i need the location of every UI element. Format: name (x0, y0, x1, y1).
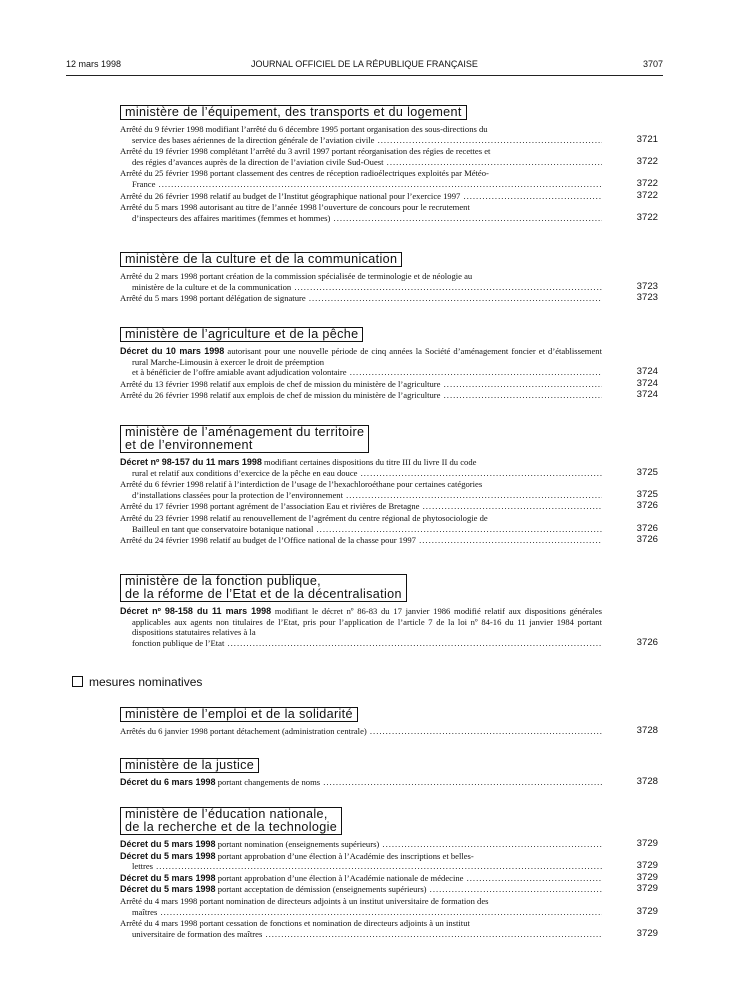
entry-last-line: Bailleul en tant que conservatoire botanique national ..... (120, 524, 602, 535)
entry-body: portant approbation d’une élection à l’Académie nationale de médecine (215, 872, 464, 883)
ministry-heading-line: de la réforme de l’Etat et de la décentralisation (125, 587, 402, 601)
entry-text (120, 606, 602, 638)
entry-last-line: d’inspecteurs des affaires maritimes (femmes et hommes) ..... (120, 213, 602, 224)
entry-page-number: 3728 (636, 725, 658, 736)
entry-page-number: 3729 (636, 871, 658, 883)
entry-text (120, 168, 602, 179)
entry-body: Arrêté du 2 mars 1998 portant création de la commission spécialisée de terminologie et de néologie au (120, 271, 473, 281)
header-date: 12 mars 1998 (66, 59, 122, 69)
entry-page-number: 3722 (636, 211, 658, 223)
entry-last-line: maîtres ..... (120, 907, 602, 918)
toc-entry (120, 146, 660, 167)
ministry-heading-line: et de l’environnement (125, 438, 253, 452)
ministry-heading-line: ministère de l’agriculture et de la pêche (125, 327, 359, 341)
entry-body: Arrêté du 5 mars 1998 autorisant au titre de l’année 1998 l’ouverture de concours pour le recrutement (120, 202, 470, 213)
entry-body: Arrêté du 4 mars 1998 portant nomination de directeurs adjoints à un institut universitaire de formation des (120, 895, 489, 906)
entry-last-line (120, 501, 602, 512)
toc-entry (120, 726, 660, 737)
toc-entry (120, 501, 660, 512)
toc-entry (120, 457, 660, 478)
ministry-heading (120, 574, 407, 602)
checkbox-square-icon (72, 676, 83, 687)
toc-entry (120, 884, 660, 895)
ministry-heading-line: ministère de l’emploi et de la solidarité (125, 707, 353, 721)
entry-text (120, 271, 602, 282)
entry-body: Arrêté du 26 février 1998 relatif au budget de l’Institut géographique national pour l’exercice 1997 (120, 190, 461, 201)
entry-page-number: 3724 (636, 389, 658, 401)
entry-body: autorisant pour une nouvelle période de cinq années la Société d’aménagement foncier et d’établissement rural Marche-Limousin à exercer le droit de préemption (132, 346, 602, 367)
toc-entry (120, 873, 660, 884)
entry-body: Arrêtés du 6 janvier 1998 portant détachement (administration centrale) (120, 726, 367, 736)
entry-body: Arrêté du 19 février 1998 complétant l’arrêté du 3 avril 1997 portant réorganisation des régies de recettes et (120, 146, 491, 157)
entry-act-title: Décret du 6 mars 1998 (120, 777, 216, 787)
entry-body: Arrêté du 17 février 1998 portant agrément de l’association Eau et rivières de Bretagne (120, 501, 420, 512)
entry-page-number: 3729 (636, 927, 658, 939)
toc-entry (120, 346, 660, 378)
ministry-heading (120, 327, 363, 342)
entry-act-title: Décret du 5 mars 1998 (120, 850, 216, 861)
toc-entry (120, 535, 660, 546)
entry-last-line: universitaire de formation des maîtres ..... (120, 929, 602, 940)
entry-text (120, 851, 602, 862)
ministry-section (120, 756, 660, 789)
entry-body: Arrêté du 5 mars 1998 portant délégation de signature (120, 293, 306, 304)
entry-last-line: et à bénéficier de l’offre amiable avant adjudication volontaire ..... (120, 367, 602, 378)
ministry-heading-line: ministère de l’équipement, des transports et du logement (125, 105, 462, 119)
entry-page-number: 3726 (636, 636, 658, 648)
entry-act-title: Décret du 5 mars 1998 (120, 839, 216, 849)
mesures-nominatives-heading (72, 675, 202, 689)
ministry-heading (120, 707, 358, 722)
entry-text (120, 896, 602, 907)
entry-last-line: ministère de la culture et de la communication ..... (120, 282, 602, 293)
entry-text (120, 202, 602, 213)
entry-page-number: 3723 (636, 292, 658, 304)
entry-body: portant approbation d’une élection à l’Académie des inscriptions et belles- (215, 850, 474, 861)
ministry-section (120, 103, 660, 224)
entry-last-line (120, 726, 602, 737)
ministry-section (120, 574, 660, 649)
entry-page-number: 3722 (636, 177, 658, 189)
ministry-heading-line: ministère de l’aménagement du territoire (125, 425, 365, 439)
entry-page-number: 3724 (636, 366, 658, 378)
header-journal-title: JOURNAL OFFICIEL DE LA RÉPUBLIQUE FRANÇAISE (251, 59, 478, 69)
entry-act-title: Décret du 10 mars 1998 (120, 346, 225, 356)
entry-last-line: fonction publique de l’Etat ..... (120, 638, 602, 649)
mesures-label: mesures nominatives (89, 675, 203, 689)
entry-last-line (120, 535, 602, 546)
entry-page-number: 3726 (636, 522, 658, 534)
entry-page-number: 3726 (636, 500, 658, 512)
entry-last-line (120, 777, 602, 788)
toc-entry (120, 896, 660, 917)
entry-last-line (120, 873, 602, 884)
ministry-section (120, 425, 660, 547)
entry-page-number: 3729 (636, 905, 658, 917)
entry-last-line: rural et relatif aux conditions d’exercice de la pêche en eau douce ..... (120, 468, 602, 479)
toc-entry (120, 513, 660, 534)
ministry-heading (120, 252, 402, 267)
entry-body: Arrêté du 23 février 1998 relatif au renouvellement de l’agrément du centre régional de phytosociologie de (120, 512, 488, 523)
entry-act-title: Décret nº 98-157 du 11 mars 1998 (120, 457, 262, 467)
entry-page-number: 3721 (636, 133, 658, 145)
entry-text (120, 513, 602, 524)
entry-text (120, 479, 602, 490)
entry-last-line (120, 884, 602, 895)
toc-entry (120, 606, 660, 648)
ministry-heading (120, 807, 342, 835)
ministry-heading-line: de la recherche et de la technologie (125, 820, 338, 834)
entry-body: Arrêté du 4 mars 1998 portant cessation de fonctions et nomination de directeurs adjoints à un institut (120, 918, 470, 929)
entry-last-line (120, 191, 602, 202)
entry-body: modifiant le décret nº 86-83 du 17 janvier 1986 modifié relatif aux dispositions générales applicables aux agents non titulaires de l’Etat, pris pour l’application de l’article 7 de la loi nº 84-16 du 11 janvier 1984 portant dispositions statutaires relatives à la (132, 606, 602, 638)
entry-page-number: 3728 (636, 776, 658, 787)
entry-last-line: des régies d’avances auprès de la direction de l’aviation civile Sud-Ouest ..... (120, 157, 602, 168)
entry-last-line (120, 839, 602, 850)
entry-act-title: Décret du 5 mars 1998 (120, 884, 216, 895)
entry-body: Arrêté du 24 février 1998 relatif au budget de l’Office national de la chasse pour 1997 (120, 535, 416, 546)
entry-last-line (120, 379, 602, 390)
entry-act-title: Décret du 5 mars 1998 (120, 872, 216, 883)
ministry-heading (120, 425, 369, 453)
ministry-section (120, 325, 660, 402)
entry-body: portant nomination (enseignements supérieurs) (215, 839, 380, 849)
entry-last-line: d’installations classées pour la protection de l’environnement ..... (120, 490, 602, 501)
entry-page-number: 3729 (636, 838, 658, 849)
toc-entry (120, 379, 660, 390)
toc-entry (120, 851, 660, 872)
entry-page-number: 3729 (636, 883, 658, 895)
toc-entry (120, 918, 660, 939)
ministry-heading-line: ministère de la justice (125, 758, 255, 772)
entry-body: Arrêté du 9 février 1998 modifiant l’arrêté du 6 décembre 1995 portant organisation des sous-directions du (120, 124, 488, 134)
entry-last-line (120, 293, 602, 304)
entry-page-number: 3725 (636, 466, 658, 478)
toc-entry (120, 293, 660, 304)
ministry-heading-line: ministère de la fonction publique, (125, 574, 322, 588)
ministry-section (120, 250, 660, 305)
entry-page-number: 3725 (636, 488, 658, 500)
entry-text (120, 146, 602, 157)
entry-body: Arrêté du 25 février 1998 portant classement des centres de réception radioélectriques exploités par Météo- (120, 168, 489, 179)
entry-body: portant acceptation de démission (enseignements supérieurs) (215, 884, 427, 895)
entry-text (120, 346, 602, 367)
toc-entry (120, 202, 660, 223)
entry-body: Arrêté du 13 février 1998 relatif aux emplois de chef de mission du ministère de l’agriculture (120, 378, 441, 389)
entry-text (120, 124, 602, 135)
entry-last-line (120, 390, 602, 401)
entry-page-number: 3726 (636, 534, 658, 546)
entry-act-title: Décret nº 98-158 du 11 mars 1998 (120, 606, 272, 616)
header-page-number: 3707 (642, 59, 663, 69)
entry-page-number: 3722 (636, 155, 658, 167)
toc-entry (120, 390, 660, 401)
entry-body: modifiant certaines dispositions du titre III du livre II du code (261, 457, 477, 467)
toc-entry (120, 777, 660, 788)
toc-entry (120, 191, 660, 202)
entry-page-number: 3729 (636, 860, 658, 872)
entry-page-number: 3724 (636, 377, 658, 389)
ministry-section (120, 807, 660, 940)
toc-entry (120, 271, 660, 292)
toc-entry (120, 839, 660, 850)
toc-entry (120, 124, 660, 145)
ministry-section (120, 705, 660, 738)
entry-body: Arrêté du 6 février 1998 relatif à l’interdiction de l’usage de l’hexachloroéthane pour certaines catégories (120, 479, 483, 490)
ministry-heading-line: ministère de l’éducation nationale, (125, 807, 328, 821)
entry-last-line: service des bases aériennes de la direction générale de l’aviation civile ..... (120, 135, 602, 146)
entry-text (120, 457, 602, 468)
entry-body: Arrêté du 26 février 1998 relatif aux emplois de chef de mission du ministère de l’agriculture (120, 390, 441, 401)
entry-last-line: France ..... (120, 179, 602, 190)
entry-page-number: 3722 (636, 189, 658, 201)
toc-entry (120, 479, 660, 500)
entry-text (120, 918, 602, 929)
ministry-heading (120, 758, 259, 773)
entry-page-number: 3723 (636, 280, 658, 292)
entry-body: portant changements de noms (215, 777, 321, 787)
entry-last-line: lettres ..... (120, 861, 602, 872)
ministry-heading (120, 105, 467, 120)
ministry-heading-line: ministère de la culture et de la communication (125, 252, 398, 266)
toc-entry (120, 168, 660, 189)
